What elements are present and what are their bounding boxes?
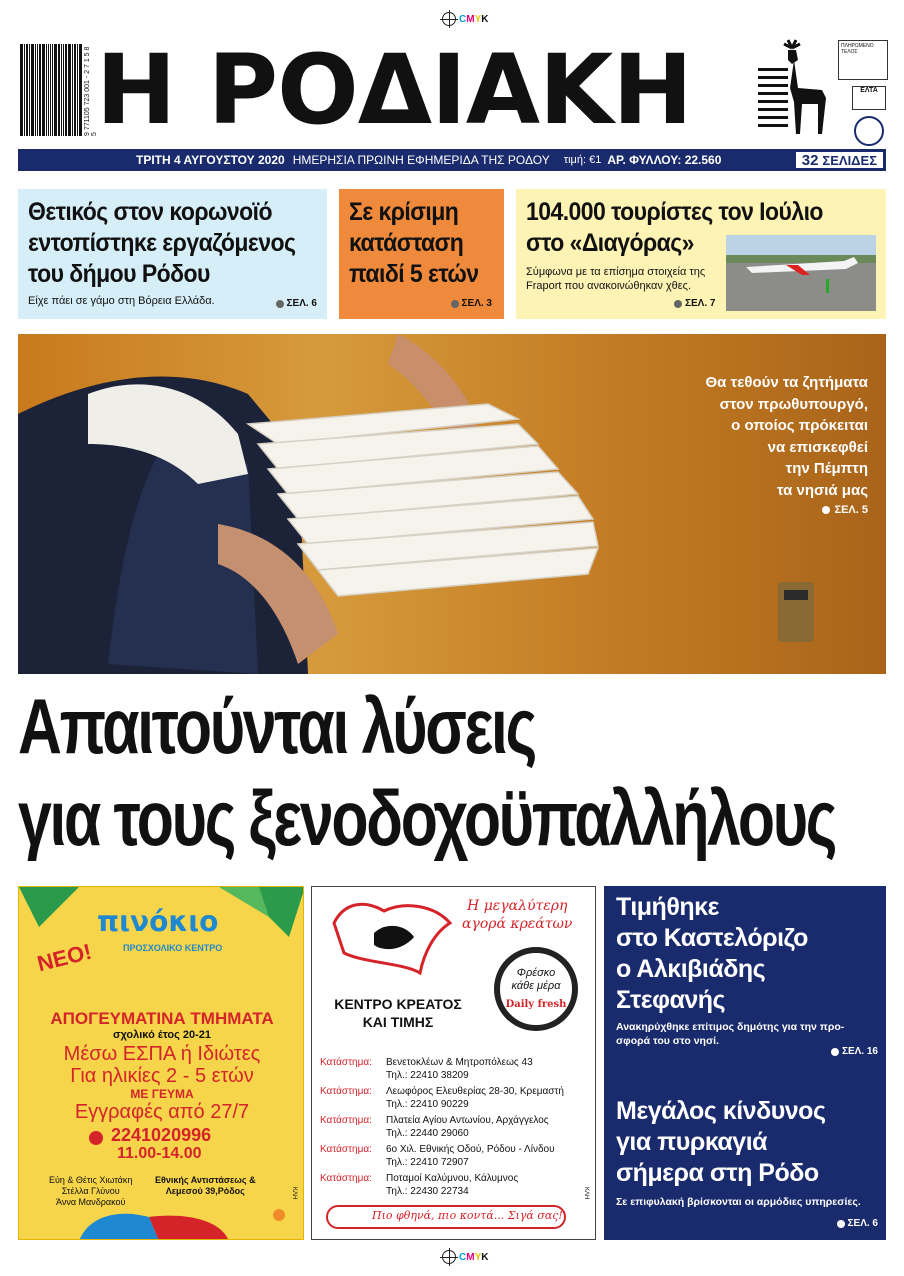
deer-logo-icon xyxy=(752,38,834,138)
store-item: Κατάστημα: 6ο Χιλ. Εθνικής Οδού, Ρόδου - Λίνδου xyxy=(320,1144,555,1155)
bullet-icon xyxy=(831,1048,839,1056)
main-headline[interactable]: Απαιτούνται λύσεις για τους ξενοδοχοϋπαλλήλους xyxy=(18,682,836,862)
bullet-icon xyxy=(451,300,459,308)
story-tourists-diagoras[interactable] xyxy=(516,189,886,319)
page-reference: ΣΕΛ. 16 xyxy=(831,1046,878,1057)
page-count-badge: 32 ΣΕΛΙΔΕΣ xyxy=(795,151,884,169)
story-fire-risk[interactable] xyxy=(616,1096,878,1229)
bullet-icon xyxy=(674,300,682,308)
fresh-badge: Φρέσκο κάθε μέρα Daily fresh xyxy=(494,947,578,1031)
story-summary: Σε επιφυλακή βρίσκονται οι αρμόδιες υπηρεσίες. xyxy=(616,1196,861,1208)
registration-mark-bottom: CMYK xyxy=(442,1250,488,1264)
pinokio-subtitle: ΠΡΟΣΧΟΛΙΚΟ ΚΕΝΤΡΟ xyxy=(123,943,223,953)
tagline: ΗΜΕΡΗΣΙΑ ΠΡΩΙΝΗ ΕΦΗΜΕΡΙΔΑ ΤΗΣ ΡΟΔΟΥ xyxy=(292,153,550,167)
story-summary: Είχε πάει σε γάμο στη Βόρεια Ελλάδα. xyxy=(28,295,215,307)
story-child-critical[interactable] xyxy=(339,189,504,319)
bullet-icon xyxy=(822,506,830,514)
issue-number: ΑΡ. ΦΥΛΛΟΥ: 22.560 xyxy=(607,153,722,167)
story-kastellorizo[interactable] xyxy=(616,892,878,1057)
store-list: Κατάστημα: Βενετοκλέων & Μητροπόλεως 43 Τηλ.: 22410 38209 Κατάστημα: Λεωφόρος Ελευθερίας 28-30, Κρεμαστή Τηλ.: 22410 90229 Κατάστημα: Πλατεία Αγίου Αντωνίου, Αρχάγγελος Τηλ.: 22440 29060 Κατάστημα: 6ο Χιλ. Εθνικής Οδού, Ρόδου - Λίνδου Τηλ.: 22410 72907 Κατάστημα: Ποταμοί Καλύμνου, Κάλυμνος Τηλ.: 22430 22734 xyxy=(320,1057,588,1197)
store-item: Κατάστημα: Λεωφόρος Ελευθερίας 28-30, Κρεμαστή xyxy=(320,1086,564,1097)
story-headline: 104.000 τουρίστες τον Ιούλιο στο «Διαγόρας» xyxy=(526,198,823,257)
page-reference: ΣΕΛ. 6 xyxy=(276,298,317,309)
meat-store-name: ΚΕΝΤΡΟ ΚΡΕΑΤΟΣ ΚΑΙ ΤΙΜΗΣ xyxy=(334,996,462,1030)
pinokio-brand: πινόκιο xyxy=(97,905,219,938)
page-reference: ΣΕΛ. 6 xyxy=(837,1218,878,1229)
masthead-title: Η ΡΟΔΙΑΚΗ xyxy=(96,34,692,146)
ad-pinokio[interactable]: πινόκιο ΠΡΟΣΧΟΛΙΚΟ ΚΕΝΤΡΟ ΝΕΟ! ΑΠΟΓΕΥΜΑΤΙΝΑ ΤΜΗΜΑΤΑ σχολικό έτος 20-21 Μέσω ΕΣΠΑ ή Ιδιώτες Για ηλικίες 2 - 5 ετών ΜΕ ΓΕΥΜΑ Εγγραφές από 27/7 2241020996 11.00-14.00 Εύη & Θέτις Χιωτάκη Στέλλα Γλύνου Άννα Μανδρακού Εθνικής Αντιστάσεως & Λεμεσού 39,Ρόδος ΚΛΗ xyxy=(18,886,304,1240)
registration-mark-top: CMYK xyxy=(442,12,488,26)
story-summary: Ανακηρύχθηκε επίτιμος δημότης για την προ- σφορά του στο νησί. xyxy=(616,1021,845,1047)
new-badge: ΝΕΟ! xyxy=(34,938,95,977)
date-bar xyxy=(18,149,886,171)
page-reference: ΣΕΛ. 3 xyxy=(451,298,492,309)
photo-caption: Θα τεθούν τα ζητήματα στον πρωθυπουργό, ο οποίος πρόκειται να επισκεφθεί την Πέμπτη τα νησιά μας xyxy=(705,374,868,499)
issue-date: ΤΡΙΤΗ 4 ΑΥΓΟΥΣΤΟΥ 2020 xyxy=(136,153,285,167)
side-stories xyxy=(604,886,886,1240)
story-headline: Σε κρίσιμη κατάσταση παιδί 5 ετών xyxy=(349,198,479,288)
bullet-icon xyxy=(276,300,284,308)
store-item: Κατάστημα: Πλατεία Αγίου Αντωνίου, Αρχάγγελος xyxy=(320,1115,549,1126)
store-item: Κατάστημα: Ποταμοί Καλύμνου, Κάλυμνος xyxy=(320,1173,519,1184)
animals-logo-icon xyxy=(324,893,474,977)
owners: Εύη & Θέτις Χιωτάκη Στέλλα Γλύνου Άννα Μανδρακού xyxy=(49,1175,133,1207)
bullet-icon xyxy=(837,1220,845,1228)
story-summary: Σύμφωνα με τα επίσημα στοιχεία της Fraport που ανακοινώθηκαν χθες. xyxy=(526,266,706,292)
store-item: Κατάστημα: Βενετοκλέων & Μητροπόλεως 43 xyxy=(320,1057,533,1068)
elta-seal-icon xyxy=(854,116,884,146)
elta-logo: ΕΛΤΑ xyxy=(852,86,886,110)
story-headline: Μεγάλος κίνδυνος για πυρκαγιά σήμερα στη Ρόδο xyxy=(616,1097,826,1187)
story-covid-worker[interactable] xyxy=(18,189,327,319)
crosshair-icon xyxy=(442,12,456,26)
story-headline: Τιμήθηκε στο Καστελόριζο ο Αλκιβιάδης Στεφανής xyxy=(616,893,808,1014)
ad-meat-center[interactable]: Η μεγαλύτερη αγορά κρεάτων ΚΕΝΤΡΟ ΚΡΕΑΤΟΣ ΚΑΙ ΤΙΜΗΣ Φρέσκο κάθε μέρα Daily fresh Κατάστημα: Βενετοκλέων & Μητροπόλεως 43 Τηλ.: 22410 38209 Κατάστημα: Λεωφόρος Ελευθερίας 28-30, Κρεμαστή Τηλ.: 22410 90229 Κατάστημα: Πλατεία Αγίου Αντωνίου, Αρχάγγελος Τηλ.: 22440 29060 Κατάστημα: 6ο Χιλ. Εθνικής Οδού, Ρόδου - Λίνδου Τηλ.: 22410 72907 Κατάστημα: Ποταμοί Καλύμνου, Κάλυμνος Τηλ.: 22430 22734 Πιο φθηνά, πιο κοντά... Σιγά σας! ΚΛΗ xyxy=(311,886,596,1240)
crosshair-icon xyxy=(442,1250,456,1264)
page-reference: ΣΕΛ. 7 xyxy=(674,298,715,309)
story-headline: Θετικός στον κορωνοϊό εντοπίστηκε εργαζόμενος του δήμου Ρόδου xyxy=(28,198,296,288)
address: Εθνικής Αντιστάσεως & Λεμεσού 39,Ρόδος xyxy=(155,1175,256,1196)
barcode xyxy=(20,44,82,136)
page-reference: ΣΕΛ. 5 xyxy=(822,504,868,516)
meat-slogan: Η μεγαλύτερη αγορά κρεάτων xyxy=(462,898,573,932)
airport-photo xyxy=(726,235,876,311)
phone-icon xyxy=(89,1131,103,1145)
beach-ball-icon xyxy=(19,1205,304,1240)
postage-box: ΠΛΗΡΩΜΕΝΟ ΤΕΛΟΣ xyxy=(838,40,888,80)
main-photo xyxy=(18,334,886,674)
barcode-number: 9 771105 723 001 - 2 7 1 5 8 5 xyxy=(84,46,98,136)
price: τιμή: €1 xyxy=(563,154,602,166)
